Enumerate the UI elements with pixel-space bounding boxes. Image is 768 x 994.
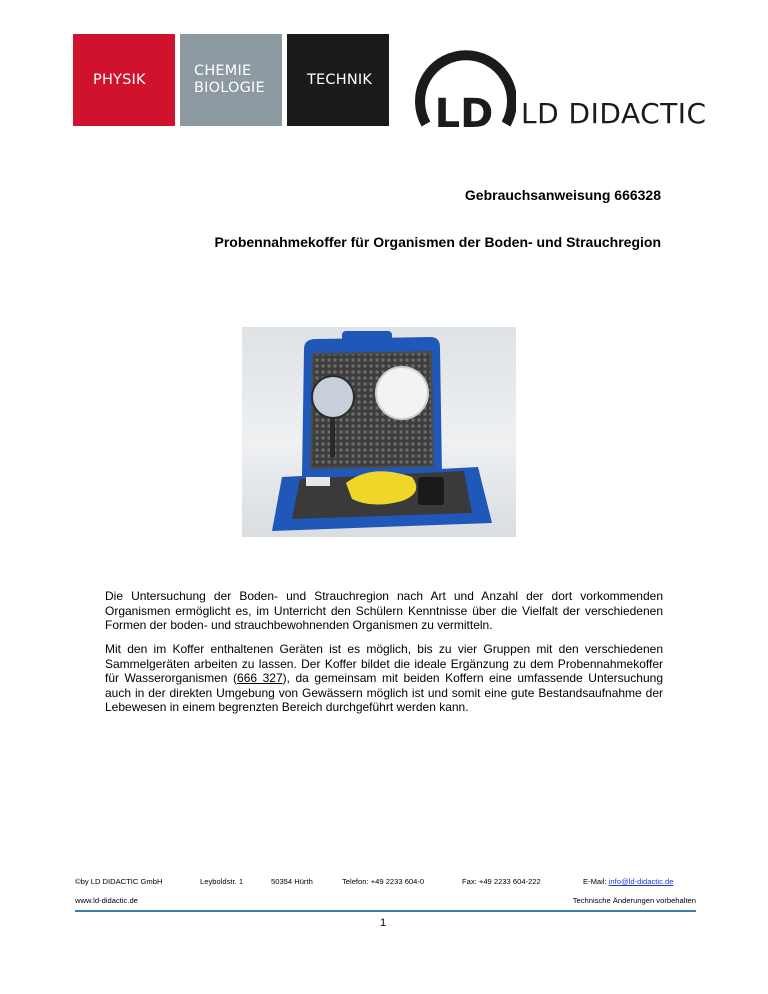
logo-mark: LD [434,91,494,134]
document-title: Gebrauchsanweisung 666328 [464,187,661,203]
logo-wordmark: LD DIDACTIC [521,97,707,130]
physik-tile [73,34,175,126]
footer-city: 50354 Hürth [271,877,313,886]
footer-email [583,877,673,886]
description-text-b: ), da gemeinsam mit beiden Koffern eine umfassende Untersuchung auch in der direkten Umgebung von Gewässern möglich ist und somit eine gute Bestandsaufnahme der Lebewesen in einem begrenzten Bereich durchgeführt werden kann. [105,671,663,715]
footer-website[interactable]: www.ld-didactic.de [75,896,138,905]
footer-email-label: E-Mail: [583,877,609,886]
technik-label: TECHNIK [307,71,373,88]
footer-fax: Fax: +49 2233 604-222 [462,877,541,886]
chemie-biologie-tile [180,34,282,126]
description-text-a: Mit den im Koffer enthaltenen Geräten ist es möglich, bis zu vier Gruppen mit den verschiedenen Sammelgeräten arbeiten zu lassen. Der Koffer bildet die ideale Ergänzung zu dem Probennahmekoffer für Wasserorganismen ( [105,642,663,686]
footer-street: Leyboldstr. 1 [200,877,244,886]
email-link[interactable]: info@ld-didactic.de [608,877,674,886]
document-subtitle: Probennahmekoffer für Organismen der Boden- und Strauchregion [214,234,661,250]
related-product-reference: 666 327 [237,671,283,686]
chemie-label: CHEMIE [194,63,252,79]
footer-phone: Telefon: +49 2233 604-0 [342,877,425,886]
biologie-label: BIOLOGIE [194,80,265,96]
ld-didactic-logo [412,38,516,134]
footer-copyright: ©by LD DIDACTIC GmbH [75,877,163,886]
footer-divider [75,910,696,912]
intro-paragraph: Die Untersuchung der Boden- und Strauchregion nach Art und Anzahl der dort vorkommenden Organismen ermöglicht es, im Unterricht den Schülern Kenntnisse über die Vielfalt der verschiedenen Formen der boden- und strauchbewohnenden Organismen zu vermitteln. [105,589,663,633]
physik-label: PHYSIK [93,71,146,88]
page-number: 1 [380,917,387,929]
description-paragraph [105,642,663,715]
product-photo [242,327,516,537]
footer-notice: Technische Änderungen vorbehalten [572,896,696,905]
technik-tile [287,34,389,126]
